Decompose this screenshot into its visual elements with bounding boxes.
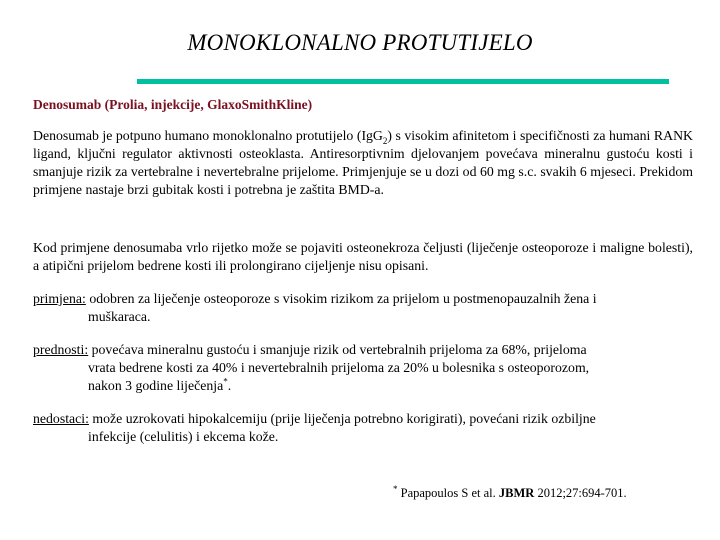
advantages-text-3: nakon 3 godine liječenja <box>88 378 224 393</box>
safety-paragraph: Kod primjene denosumaba vrlo rijetko može se pojaviti osteonekroza čeljusti (liječenje osteoporoze i maligne bolesti), a atipični prijelom bedrene kosti ili prolongirano cijeljenje nisu opisani. <box>33 240 693 273</box>
advantages-item <box>33 341 693 395</box>
description-text-b: ) s visokim afinitetom i specifičnosti za humani RANK ligand, ključni regulator aktivnosti osteoklasta. Antiresorptivnim djelovanjem povećava mineralnu gustoću kosti i smanjuje rizik za vertebralne i nevertebralne prijelome. Primjenjuje se u dozi od 60 mg s.c. svakih 6 mjeseci. Prekidom primjene nastaje brzi gubitak kosti i potrebna je zaštita BMD-a. <box>33 128 693 197</box>
title-underline-rule <box>137 79 669 84</box>
advantages-text-2: vrata bedrene kosti za 40% i nevertebralnih prijeloma za 20% u bolesnika s osteoporozom, <box>88 360 590 375</box>
reference-authors: Papapoulos S et al. <box>397 486 499 500</box>
drug-subtitle: Denosumab (Prolia, injekcije, GlaxoSmithKline) <box>33 97 313 112</box>
disadvantages-text-2: infekcije (celulitis) i ekcema kože. <box>88 429 279 444</box>
reference-footnote <box>393 483 627 501</box>
advantages-label: prednosti: <box>33 342 89 357</box>
description-text-a: Denosumab je potpuno humano monoklonalno protutijelo (IgG <box>33 128 383 143</box>
disadvantages-item <box>33 410 693 446</box>
disadvantages-text-1: može uzrokovati hipokalcemiju (prije liječenja potrebno korigirati), povećani rizik ozbiljne <box>88 411 596 426</box>
reference-marker: * <box>393 483 398 494</box>
reference-details: 2012;27:694-701. <box>534 486 627 500</box>
disadvantages-label: nedostaci: <box>33 411 89 426</box>
advantages-text-1: povećava mineralnu gustoću i smanjuje rizik od vertebralnih prijeloma za 68%, prijeloma <box>88 342 587 357</box>
indication-text-1: odobren za liječenje osteoporoze s visokim rizikom za prijelom u postmenopauzalnih žena i <box>85 291 597 306</box>
indication-item <box>33 290 693 326</box>
advantages-text-3-wrap <box>33 377 693 395</box>
description-paragraph <box>33 127 693 199</box>
igg-subscript: 2 <box>382 135 388 146</box>
advantages-text-end: . <box>227 378 232 393</box>
footnote-marker: * <box>223 376 228 387</box>
reference-journal: JBMR <box>498 486 535 500</box>
page-title: MONOKLONALNO PROTUTIJELO <box>187 30 533 55</box>
indication-label: primjena: <box>33 291 86 306</box>
indication-text-2: muškaraca. <box>88 309 151 324</box>
